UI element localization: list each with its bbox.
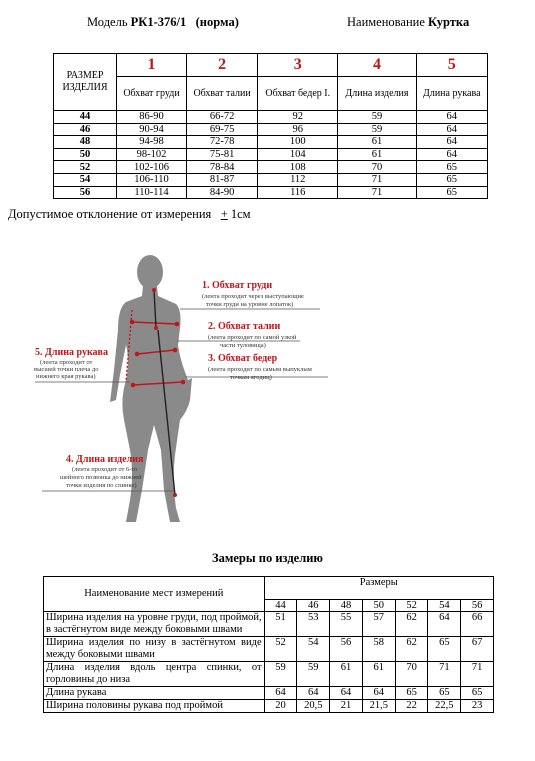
tolerance-note: Допустимое отклонение от измерения + 1см [8, 207, 251, 221]
table-row: Длина рукава 64 64 64 64 65 65 65 [44, 687, 494, 700]
measurements-title: Замеры по изделию [212, 551, 323, 565]
size-cell: 50 [362, 600, 395, 612]
size-header: РАЗМЕР ИЗДЕЛИЯ [54, 54, 117, 111]
model-heading: Модель РК1-376/1 (норма) [87, 15, 239, 29]
column-label: Обхват талии [187, 77, 258, 111]
svg-text:(лента проходит по самой узкой: (лента проходит по самой узкой [208, 334, 297, 341]
sizes-header: Размеры [264, 577, 493, 600]
table-row: 46 90-94 69-75 96 59 64 [54, 123, 488, 136]
svg-text:(лента проходит от 6-го: (лента проходит от 6-го [72, 466, 138, 473]
label-hips: 3. Обхват бедер [208, 353, 278, 364]
plus-minus-sign: + [220, 207, 228, 221]
column-number: 1 [117, 54, 187, 77]
table-row: Ширина изделия по низу в застёгнутом виде между боковыми швами 52 54 56 58 62 65 67 [44, 637, 494, 662]
table-row: 48 94-98 72-78 100 61 64 [54, 136, 488, 149]
table-row: Ширина половины рукава под проймой 20 20,5 21 21,5 22 22,5 23 [44, 700, 494, 713]
model-note: (норма) [195, 15, 239, 29]
model-code: РК1-376/1 [130, 15, 187, 29]
size-table [53, 53, 488, 199]
svg-text:высшей точки плеча до: высшей точки плеча до [34, 366, 99, 373]
svg-text:(лента проходит от: (лента проходит от [40, 359, 93, 366]
svg-text:точкам ягодиц): точкам ягодиц) [230, 374, 272, 381]
size-cell: 56 [461, 600, 494, 612]
name-header: Наименование мест измерений [44, 577, 265, 612]
column-label: Длина изделия [338, 77, 416, 111]
label-chest: 1. Обхват груди [202, 280, 273, 291]
size-cell: 46 [297, 600, 330, 612]
measurement-figure [30, 250, 340, 525]
product-name-heading: Наименование Куртка [347, 15, 470, 29]
column-number: 2 [187, 54, 258, 77]
table-row: Длина изделия вдоль центра спинки, от горловины до низа 59 59 61 61 70 71 71 [44, 662, 494, 687]
table-row: Ширина изделия на уровне груди, под проймой, в застёгнутом виде между боковыми швами 51 53 55 57 62 64 66 [44, 612, 494, 637]
svg-text:нижнего края рукава): нижнего края рукава) [36, 373, 96, 380]
size-cell: 48 [330, 600, 363, 612]
product-name: Куртка [428, 15, 470, 29]
column-label: Обхват груди [117, 77, 187, 111]
column-number: 5 [416, 54, 487, 77]
label-length: 4. Длина изделия [66, 454, 144, 465]
column-number: 4 [338, 54, 416, 77]
label-sleeve: 5. Длина рукава [35, 347, 108, 358]
svg-text:(лента проходит по самым выпук: (лента проходит по самым выпуклым [208, 366, 312, 373]
size-cell: 54 [428, 600, 461, 612]
table-row: 50 98-102 75-81 104 61 64 [54, 148, 488, 161]
svg-text:(лента проходит через выступаю: (лента проходит через выступающие [202, 293, 304, 300]
column-number: 3 [258, 54, 338, 77]
svg-text:шейного позвонка до нижней: шейного позвонка до нижней [60, 474, 142, 481]
size-cell: 44 [264, 600, 297, 612]
table-row: 56 110-114 84-90 116 71 65 [54, 186, 488, 199]
table-row: 54 106-110 81-87 112 71 65 [54, 173, 488, 186]
svg-text:точки груди на уровне лопаток): точки груди на уровне лопаток) [206, 301, 294, 308]
table-row: 52 102-106 78-84 108 70 65 [54, 161, 488, 174]
svg-text:точки изделия по спинке): точки изделия по спинке) [66, 482, 137, 489]
column-label: Длина рукава [416, 77, 487, 111]
size-cell: 52 [395, 600, 428, 612]
column-label: Обхват бедер I. [258, 77, 338, 111]
svg-text:части туловища): части туловища) [220, 342, 266, 349]
measurements-table [43, 576, 494, 713]
table-row: 44 86-90 66-72 92 59 64 [54, 111, 488, 124]
label-waist: 2. Обхват талии [208, 321, 281, 332]
